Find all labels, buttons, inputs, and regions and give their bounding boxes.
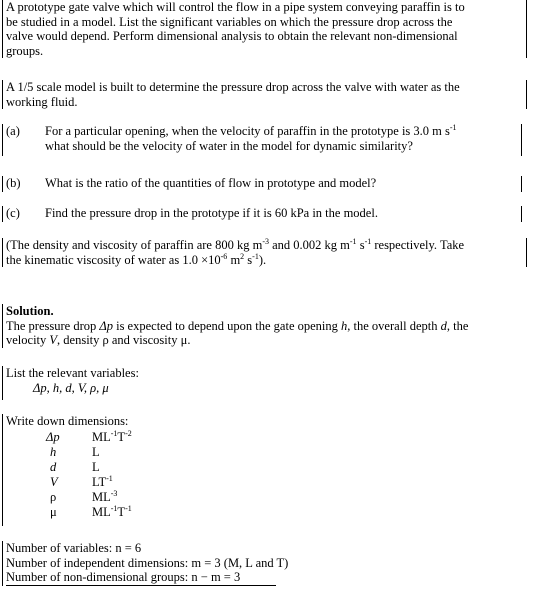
- solution-block: [2, 304, 526, 348]
- dimensions-block: Write down dimensions: Δp $ML^{-1}T^{-2}$ h L d L V $LT^{-1}$ ρ $ML^{-3}$ μ $ML^{-1}T^{-1}$: [2, 414, 524, 526]
- counts-block: [2, 541, 524, 586]
- solution-line: The pressure drop Δp is expected to depend upon the gate opening h, the overall depth d, the: [6, 318, 469, 333]
- intro-line: groups.: [6, 43, 44, 58]
- intro-paragraph: [2, 0, 527, 58]
- intro-line: valve would depend. Perform dimensional analysis to obtain the relevant non-dimensional: [6, 29, 458, 43]
- part-label: (b): [6, 176, 21, 190]
- num-variables: Number of variables: n = 6: [6, 541, 142, 555]
- part-a: [2, 124, 522, 156]
- model-line: A 1/5 scale model is built to determine the pressure drop across the valve with water as the: [6, 80, 460, 94]
- num-independent: Number of independent dimensions: m = 3 (M, L and T): [6, 555, 289, 570]
- note-line: (The density and viscosity of paraffin are 800 kg $m^{-3}$ and 0.002 kg $m^{-1}$ $s^{-1}$ respectively. Take: [6, 237, 465, 252]
- part-label: (a): [6, 124, 20, 138]
- solution-line: velocity V, density ρ and viscosity μ.: [6, 333, 191, 347]
- part-label: (c): [6, 206, 20, 220]
- part-text: what should be the velocity of water in the model for dynamic similarity?: [45, 138, 413, 153]
- note-paragraph: [2, 238, 527, 267]
- part-c: [2, 206, 522, 222]
- model-line: working fluid.: [6, 94, 78, 109]
- part-text: What is the ratio of the quantities of flow in prototype and model?: [45, 176, 377, 190]
- num-groups: Number of non-dimensional groups: n − m = 3: [6, 570, 276, 586]
- part-b: [2, 176, 522, 192]
- part-text: Find the pressure drop in the prototype if it is 60 kPa in the model.: [45, 206, 378, 220]
- model-paragraph: [2, 80, 527, 109]
- part-text: For a particular opening, when the velocity of paraffin in the prototype is 3.0 m $s^{-1}$: [45, 123, 457, 138]
- variables-heading: List the relevant variables:: [6, 366, 139, 380]
- note-line: the kinematic viscosity of water as $1.0 \times 10^{-6}$ $m^2$ $s^{-1}$).: [6, 251, 267, 267]
- variables-block: [2, 366, 524, 400]
- intro-line: A prototype gate valve which will control the flow in a pipe system conveying paraffin is to: [6, 0, 465, 14]
- intro-line: be studied in a model. List the significant variables on which the pressure drop across the: [6, 14, 453, 29]
- dimensions-heading: Write down dimensions:: [6, 414, 129, 428]
- solution-heading: Solution.: [6, 304, 54, 318]
- variables-list: Δp, h, d, V, ρ, μ: [33, 380, 109, 395]
